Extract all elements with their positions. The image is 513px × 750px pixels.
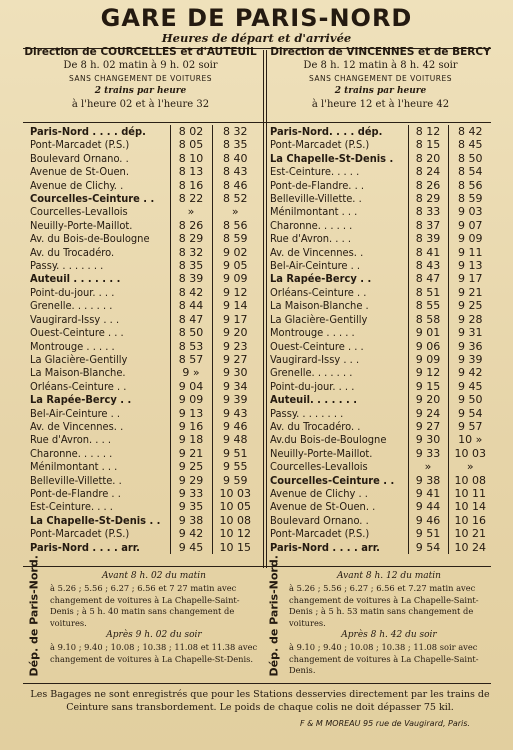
time-second-train: 9 31 <box>458 326 483 340</box>
station-name: Ouest-Ceinture . . . <box>270 339 364 353</box>
time-second-train: 9 07 <box>458 218 483 232</box>
table-bottom-rule <box>23 566 491 567</box>
page-title: GARE DE PARIS-NORD <box>100 4 413 32</box>
left-timetable-body <box>30 125 258 554</box>
time-second-train: 8 35 <box>223 138 248 152</box>
left-timetable <box>30 125 258 554</box>
table-row <box>270 541 492 554</box>
station-name: Neuilly-Porte-Maillot. <box>30 218 133 232</box>
table-row <box>270 460 492 473</box>
table-row <box>270 125 492 138</box>
time-first-train: 8 26 <box>170 219 212 232</box>
left-direction: Direction de COURCELLES et d'AUTEUIL <box>24 46 257 58</box>
left-notes <box>50 571 258 665</box>
time-second-train: 9 02 <box>223 245 248 259</box>
station-name: Av. du Trocadéro. <box>30 245 115 259</box>
time-first-train: 9 38 <box>170 514 212 527</box>
time-first-train: 9 04 <box>170 380 212 393</box>
station-name: Point-du-jour. . . . <box>270 379 355 393</box>
station-name: Belleville-Villette. . <box>30 473 122 487</box>
time-second-train: 9 54 <box>458 406 483 420</box>
time-first-train: 8 47 <box>408 272 448 285</box>
station-name: Passy. . . . . . . . <box>270 406 344 420</box>
station-name: Point-du-jour. . . . <box>30 285 115 299</box>
station-name: La Chapelle-St-Denis . <box>270 151 394 165</box>
time-second-train: 8 40 <box>223 151 248 165</box>
time-first-train: 8 50 <box>170 326 212 339</box>
printer-imprint: F & M MOREAU 95 rue de Vaugirard, Paris. <box>300 719 470 728</box>
time-first-train: 9 21 <box>170 447 212 460</box>
table-row <box>30 460 258 473</box>
time-second-train: 9 20 <box>223 326 248 340</box>
table-row <box>270 138 492 151</box>
table-row <box>270 433 492 446</box>
right-note-1: à 5.26 ; 5.56 ; 6.27 ; 6.56 et 7.27 matin avec changement de voitures à La Chapelle-Saint-Denis ; à 5 h. 53 matin sans changement de voitures. <box>289 582 479 629</box>
table-row <box>30 205 258 218</box>
right-timetable <box>270 125 492 554</box>
time-first-train: 8 42 <box>170 286 212 299</box>
time-second-train: 8 50 <box>458 151 483 165</box>
station-name: Courcelles-Ceinture . . <box>30 192 155 206</box>
station-name: Charonne. . . . . . <box>270 218 353 232</box>
right-sans-changement: SANS CHANGEMENT DE VOITURES <box>308 74 453 83</box>
station-name: Orléans-Ceinture . . <box>30 379 127 393</box>
station-name: Charonne. . . . . . <box>30 446 113 460</box>
station-name: Av. du Bois-de-Boulogne <box>30 232 150 246</box>
time-second-train: 9 05 <box>223 259 248 273</box>
time-first-train: 9 24 <box>408 407 448 420</box>
time-first-train: 8 33 <box>408 205 448 218</box>
page-subtitle: Heures de départ et d'arrivée <box>161 31 352 45</box>
table-row <box>30 272 258 285</box>
time-second-train: 9 09 <box>223 272 248 286</box>
time-first-train: 9 25 <box>170 460 212 473</box>
right-trains-per-hour: 2 trains par heure <box>334 86 427 96</box>
time-second-train: 9 28 <box>458 312 483 326</box>
time-first-train: 8 15 <box>408 138 448 151</box>
table-row <box>30 487 258 500</box>
time-first-train: 9 44 <box>408 500 448 513</box>
time-second-train: 9 03 <box>458 205 483 219</box>
notes-bottom-rule <box>23 683 491 684</box>
station-name: Neuilly-Porte-Maillot. <box>270 446 373 460</box>
left-trains-per-hour: 2 trains par heure <box>94 86 187 96</box>
time-first-train: 9 27 <box>408 420 448 433</box>
station-name: Passy. . . . . . . . <box>30 259 104 273</box>
table-row <box>270 353 492 366</box>
time-first-train: 9 33 <box>408 447 448 460</box>
table-row <box>270 179 492 192</box>
time-first-train: 9 01 <box>408 326 448 339</box>
time-second-train: 10 03 <box>454 446 486 460</box>
time-first-train: 9 33 <box>170 487 212 500</box>
station-name: Grenelle. . . . . . . <box>30 299 113 313</box>
time-second-train: 10 08 <box>219 513 251 527</box>
time-first-train: 8 43 <box>408 259 448 272</box>
time-second-train: 10 12 <box>219 527 251 541</box>
table-row <box>30 407 258 420</box>
time-first-train: » <box>408 460 448 473</box>
station-name: La Chapelle-St-Denis . . <box>30 513 161 527</box>
station-name: Avenue de Clichy. . <box>30 178 124 192</box>
time-second-train: 8 32 <box>223 125 248 138</box>
time-first-train: » <box>170 205 212 218</box>
table-row <box>30 366 258 379</box>
time-second-train: 9 21 <box>458 285 483 299</box>
time-second-train: 8 43 <box>223 165 248 179</box>
station-name: Est-Ceinture. . . . <box>30 500 113 514</box>
station-name: Pont-Marcadet (P.S.) <box>30 138 130 152</box>
time-second-train: 9 39 <box>223 393 248 407</box>
station-name: La Glacière-Gentilly <box>30 352 128 366</box>
time-second-train: 10 24 <box>454 540 486 554</box>
time-first-train: 8 22 <box>170 192 212 205</box>
time-second-train: 9 45 <box>458 379 483 393</box>
table-row <box>30 326 258 339</box>
table-row <box>30 500 258 513</box>
station-name: Vaugirard-Issy . . . <box>30 312 120 326</box>
table-row <box>270 246 492 259</box>
time-first-train: 8 39 <box>408 232 448 245</box>
table-row <box>270 259 492 272</box>
station-name: Av. de Vincennes. . <box>270 245 364 259</box>
station-name: Montrouge . . . . . <box>30 339 115 353</box>
right-direction: Direction de VINCENNES et de BERCY <box>270 46 491 58</box>
column-divider <box>263 50 264 568</box>
time-second-train: 9 50 <box>458 393 483 407</box>
time-second-train: 9 59 <box>223 473 248 487</box>
station-name: La Maison-Blanche. <box>30 366 126 380</box>
time-second-train: 9 46 <box>223 419 248 433</box>
time-first-train: 9 20 <box>408 393 448 406</box>
station-name: Pont-de-Flandre . . <box>30 486 121 500</box>
station-name: Courcelles-Levallois <box>270 460 368 474</box>
station-name: Courcelles-Levallois <box>30 205 128 219</box>
table-row <box>30 353 258 366</box>
time-first-train: 8 44 <box>170 299 212 312</box>
time-second-train: 8 54 <box>458 165 483 179</box>
table-row <box>30 541 258 554</box>
table-row <box>270 219 492 232</box>
right-note-heading-1: Avant 8 h. 12 du matin <box>337 571 441 581</box>
table-row <box>270 152 492 165</box>
time-second-train: 9 36 <box>458 339 483 353</box>
left-note-2: à 9.10 ; 9.40 ; 10.08 ; 10.38 ; 11.08 et 11.38 avec changement de voitures à La Chapelle-St-Denis. <box>50 641 258 664</box>
time-second-train: 9 12 <box>223 285 248 299</box>
left-note-heading-1: Avant 8 h. 02 du matin <box>102 571 206 581</box>
time-first-train: 8 05 <box>170 138 212 151</box>
time-second-train: 10 16 <box>454 513 486 527</box>
time-first-train: 9 46 <box>408 514 448 527</box>
time-first-train: 8 39 <box>170 272 212 285</box>
time-second-train: 8 59 <box>458 192 483 206</box>
table-row <box>30 232 258 245</box>
time-second-train: 9 39 <box>458 352 483 366</box>
station-name: Ménilmontant . . . <box>270 205 358 219</box>
time-second-train: 9 34 <box>223 379 248 393</box>
time-second-train: 10 » <box>458 433 483 447</box>
time-first-train: 9 38 <box>408 474 448 487</box>
time-first-train: 9 29 <box>170 474 212 487</box>
table-row <box>270 407 492 420</box>
time-first-train: 9 42 <box>170 527 212 540</box>
table-row <box>270 474 492 487</box>
table-row <box>30 514 258 527</box>
left-side-label: Dép. de Paris-Nord. <box>27 555 41 677</box>
time-first-train: 9 15 <box>408 380 448 393</box>
left-note-1: à 5.26 ; 5.56 ; 6.27 ; 6.56 et 7 27 matin avec changement de voitures à La Chapelle-Saint-Denis ; à 5 h. 40 matin sans changement de voitures. <box>50 582 240 629</box>
time-first-train: 8 12 <box>408 125 448 138</box>
time-first-train: 8 20 <box>408 152 448 165</box>
time-first-train: 9 18 <box>170 433 212 446</box>
time-first-train: 8 29 <box>408 192 448 205</box>
station-name: La Rapée-Bercy . . <box>30 393 132 407</box>
time-second-train: 10 05 <box>219 500 251 514</box>
station-name: Auteuil . . . . . . . <box>30 272 121 286</box>
time-second-train: 9 09 <box>458 232 483 246</box>
table-row <box>30 125 258 138</box>
time-second-train: 10 03 <box>219 486 251 500</box>
table-row <box>30 246 258 259</box>
station-name: Est-Ceinture. . . . . <box>270 165 360 179</box>
column-divider-inner <box>266 50 267 568</box>
table-row <box>270 165 492 178</box>
station-name: Montrouge . . . . . <box>270 326 355 340</box>
station-name: Courcelles-Ceinture . . <box>270 473 395 487</box>
table-row <box>270 500 492 513</box>
time-first-train: 9 06 <box>408 340 448 353</box>
table-row <box>30 474 258 487</box>
time-first-train: 8 10 <box>170 152 212 165</box>
station-name: Rue d'Avron. . . . <box>30 433 112 447</box>
station-name: Pont-Marcadet (P.S.) <box>270 138 370 152</box>
time-first-train: 8 35 <box>170 259 212 272</box>
time-first-train: 8 55 <box>408 299 448 312</box>
time-first-train: 8 37 <box>408 219 448 232</box>
time-second-train: 10 21 <box>454 527 486 541</box>
time-first-train: 8 02 <box>170 125 212 138</box>
table-row <box>270 205 492 218</box>
time-first-train: 8 16 <box>170 179 212 192</box>
station-name: Bel-Air-Ceinture . . <box>30 406 121 420</box>
station-name: Avenue de St-Ouen. <box>30 165 129 179</box>
time-second-train: 8 56 <box>458 178 483 192</box>
time-first-train: 9 12 <box>408 366 448 379</box>
time-second-train: 8 45 <box>458 138 483 152</box>
station-name: Ouest-Ceinture . . . <box>30 326 124 340</box>
time-second-train: 9 14 <box>223 299 248 313</box>
left-range: De 8 h. 02 matin à 9 h. 02 soir <box>63 60 218 71</box>
station-name: Vaugirard-Issy . . . <box>270 352 360 366</box>
table-row <box>270 366 492 379</box>
time-second-train: 10 08 <box>454 473 486 487</box>
table-row <box>270 272 492 285</box>
station-name: Belleville-Villette. . <box>270 192 362 206</box>
table-row <box>270 340 492 353</box>
station-name: Pont-Marcadet (P.S.) <box>270 527 370 541</box>
station-name: La Rapée-Bercy . . <box>270 272 372 286</box>
time-second-train: 9 43 <box>223 406 248 420</box>
time-first-train: 8 32 <box>170 246 212 259</box>
time-second-train: 8 52 <box>223 192 248 206</box>
station-name: Paris-Nord. . . . dép. <box>270 125 383 138</box>
station-name: Pont-Marcadet (P.S.) <box>30 527 130 541</box>
time-second-train: 9 48 <box>223 433 248 447</box>
right-minutes: à l'heure 12 et à l'heure 42 <box>311 99 450 110</box>
table-row <box>30 393 258 406</box>
time-second-train: » <box>231 205 239 219</box>
time-second-train: 10 15 <box>219 540 251 554</box>
station-name: Av. du Trocadéro. . <box>270 419 361 433</box>
time-first-train: 8 26 <box>408 179 448 192</box>
table-row <box>270 514 492 527</box>
time-second-train: 9 11 <box>458 245 483 259</box>
time-second-train: 9 51 <box>223 446 248 460</box>
table-row <box>30 447 258 460</box>
station-name: Paris-Nord . . . . dép. <box>30 125 146 138</box>
table-row <box>30 380 258 393</box>
time-second-train: 8 56 <box>223 218 248 232</box>
time-first-train: 9 30 <box>408 433 448 446</box>
time-first-train: 9 » <box>170 366 212 379</box>
time-first-train: 9 45 <box>170 541 212 554</box>
time-first-train: 9 09 <box>170 393 212 406</box>
time-second-train: 9 13 <box>458 259 483 273</box>
table-row <box>30 433 258 446</box>
time-first-train: 9 13 <box>170 407 212 420</box>
station-name: Auteuil. . . . . . . <box>270 393 357 407</box>
station-name: Ménilmontant . . . <box>30 460 118 474</box>
table-row <box>30 165 258 178</box>
station-name: Rue d'Avron. . . . <box>270 232 352 246</box>
time-second-train: 9 57 <box>458 419 483 433</box>
time-first-train: 9 35 <box>170 500 212 513</box>
table-row <box>30 313 258 326</box>
time-second-train: 9 27 <box>223 352 248 366</box>
time-second-train: 9 42 <box>458 366 483 380</box>
time-first-train: 8 41 <box>408 246 448 259</box>
table-row <box>30 179 258 192</box>
time-second-train: 8 46 <box>223 178 248 192</box>
time-second-train: 9 30 <box>223 366 248 380</box>
table-row <box>30 152 258 165</box>
time-second-train: 9 55 <box>223 460 248 474</box>
station-name: Avenue de St-Ouen. . <box>270 500 376 514</box>
time-first-train: 8 47 <box>170 313 212 326</box>
time-first-train: 9 51 <box>408 527 448 540</box>
time-first-train: 8 24 <box>408 165 448 178</box>
time-second-train: 8 42 <box>458 125 483 138</box>
right-timetable-body <box>270 125 492 554</box>
time-second-train: 9 25 <box>458 299 483 313</box>
time-second-train: 9 17 <box>223 312 248 326</box>
right-column-header <box>263 46 498 111</box>
time-second-train: » <box>466 460 474 474</box>
time-first-train: 8 29 <box>170 232 212 245</box>
table-row <box>30 138 258 151</box>
time-first-train: 9 54 <box>408 541 448 554</box>
time-first-train: 9 41 <box>408 487 448 500</box>
station-name: Avenue de Clichy . . <box>270 486 368 500</box>
table-row <box>30 259 258 272</box>
station-name: Boulevard Ornano. . <box>30 151 129 165</box>
table-row <box>270 393 492 406</box>
time-second-train: 9 23 <box>223 339 248 353</box>
station-name: Boulevard Ornano. . <box>270 513 369 527</box>
table-row <box>30 527 258 540</box>
left-minutes: à l'heure 02 et à l'heure 32 <box>71 99 210 110</box>
left-sans-changement: SANS CHANGEMENT DE VOITURES <box>68 74 213 83</box>
left-column-header <box>23 46 258 111</box>
table-row <box>30 420 258 433</box>
table-row <box>30 299 258 312</box>
table-row <box>270 313 492 326</box>
right-side-label: Dép. de Paris-Nord. <box>267 555 281 677</box>
table-row <box>270 527 492 540</box>
right-note-2: à 9.10 ; 9.40 ; 10.08 ; 10.38 ; 11.08 soir avec changement de voitures à La Chapelle-Saint-Denis. <box>289 641 479 676</box>
time-second-train: 9 17 <box>458 272 483 286</box>
station-name: Av.du Bois-de-Boulogne <box>270 433 387 447</box>
time-first-train: 8 53 <box>170 340 212 353</box>
table-row <box>270 380 492 393</box>
table-row <box>30 192 258 205</box>
table-row <box>30 219 258 232</box>
table-row <box>30 286 258 299</box>
station-name: La Maison-Blanche . <box>270 299 369 313</box>
station-name: Paris-Nord . . . . arr. <box>30 540 140 554</box>
table-row <box>30 340 258 353</box>
time-first-train: 8 57 <box>170 353 212 366</box>
table-row <box>270 286 492 299</box>
table-row <box>270 420 492 433</box>
right-range: De 8 h. 12 matin à 8 h. 42 soir <box>303 60 458 71</box>
station-name: Bel-Air-Ceinture . . <box>270 259 361 273</box>
time-second-train: 10 14 <box>454 500 486 514</box>
time-first-train: 8 58 <box>408 313 448 326</box>
baggage-notice: Les Bagages ne sont enregistrés que pour les Stations desservies directement par les trains de Ceinture sans transbordement. Le poids de chaque colis ne doit dépasser 75 kil. <box>30 689 490 713</box>
time-first-train: 8 51 <box>408 286 448 299</box>
station-name: Pont-de-Flandre. . . <box>270 178 364 192</box>
time-second-train: 8 59 <box>223 232 248 246</box>
right-notes <box>289 571 489 677</box>
table-row <box>270 447 492 460</box>
time-first-train: 9 16 <box>170 420 212 433</box>
station-name: La Glacière-Gentilly <box>270 312 368 326</box>
table-row <box>270 192 492 205</box>
table-top-rule <box>23 122 491 123</box>
left-note-heading-2: Après 9 h. 02 du soir <box>106 629 202 640</box>
time-first-train: 9 09 <box>408 353 448 366</box>
station-name: Orléans-Ceinture . . <box>270 285 367 299</box>
table-row <box>270 487 492 500</box>
time-second-train: 10 11 <box>454 486 486 500</box>
table-row <box>270 299 492 312</box>
time-first-train: 8 13 <box>170 165 212 178</box>
station-name: Paris-Nord . . . . arr. <box>270 540 380 554</box>
table-row <box>270 326 492 339</box>
station-name: Av. de Vincennes. . <box>30 419 124 433</box>
right-note-heading-2: Après 8 h. 42 du soir <box>341 629 437 640</box>
table-row <box>270 232 492 245</box>
station-name: Grenelle. . . . . . . <box>270 366 353 380</box>
